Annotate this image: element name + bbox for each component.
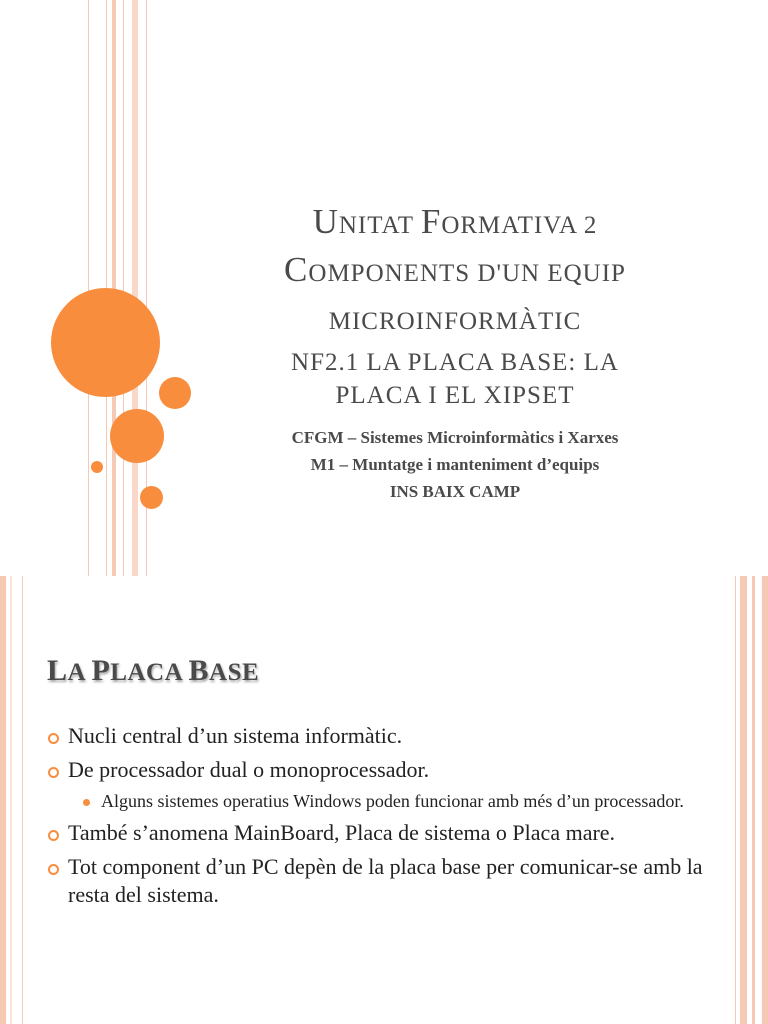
decor-stripe (740, 576, 747, 1024)
title-line-1: UNITAT FORMATIVA 2 (312, 202, 598, 241)
decor-stripe (735, 576, 736, 1024)
title-line-2: COMPONENTS D'UN EQUIP (284, 250, 626, 289)
decor-stripe (0, 576, 6, 1024)
decor-circle-small (159, 377, 191, 409)
section-title: LA PLACA BASE (47, 654, 260, 687)
slide-title (190, 200, 720, 344)
bullet-ring-icon (48, 733, 59, 744)
decor-stripe (22, 576, 23, 1024)
subtitle-line-2: PLACA I EL XIPSET (335, 382, 575, 409)
info-line-2: M1 – Muntatge i manteniment d’equips (310, 455, 600, 474)
info-line-1: CFGM – Sistemes Microinformàtics i Xarxes (291, 428, 619, 447)
decor-circle-medium (110, 409, 164, 463)
bullet-dot-icon (83, 799, 90, 806)
decor-stripe (10, 576, 12, 1024)
bullet-ring-icon (48, 830, 59, 841)
decor-circle-small (140, 486, 163, 509)
decor-stripe (752, 576, 755, 1024)
decor-stripe (762, 576, 768, 1024)
bullet-ring-icon (48, 767, 59, 778)
subtitle-line-1: NF2.1 LA PLACA BASE: LA (291, 349, 619, 376)
decor-stripe (132, 0, 138, 576)
decor-stripe (123, 0, 124, 576)
decor-circle-tiny (91, 461, 103, 473)
decor-stripe (88, 0, 89, 576)
course-info (190, 424, 720, 505)
bullet-list (48, 722, 728, 915)
list-item: Nucli central d’un sistema informàtic. (48, 722, 728, 750)
list-item: Tot component d’un PC depèn de la placa base per comunicar-se amb la resta del sistema. (48, 853, 728, 909)
info-line-3: INS BAIX CAMP (389, 482, 521, 501)
title-line-3: MICROINFORMÀTIC (328, 308, 582, 335)
list-item: També s’anomena MainBoard, Placa de sistema o Placa mare. (48, 819, 728, 847)
bullet-ring-icon (48, 864, 59, 875)
decor-circle-large (51, 288, 160, 397)
list-item: De processador dual o monoprocessador. (48, 756, 728, 784)
list-subitem: Alguns sistemes operatius Windows poden funcionar amb més d’un processador. (101, 790, 728, 813)
slide-subtitle (190, 346, 720, 412)
